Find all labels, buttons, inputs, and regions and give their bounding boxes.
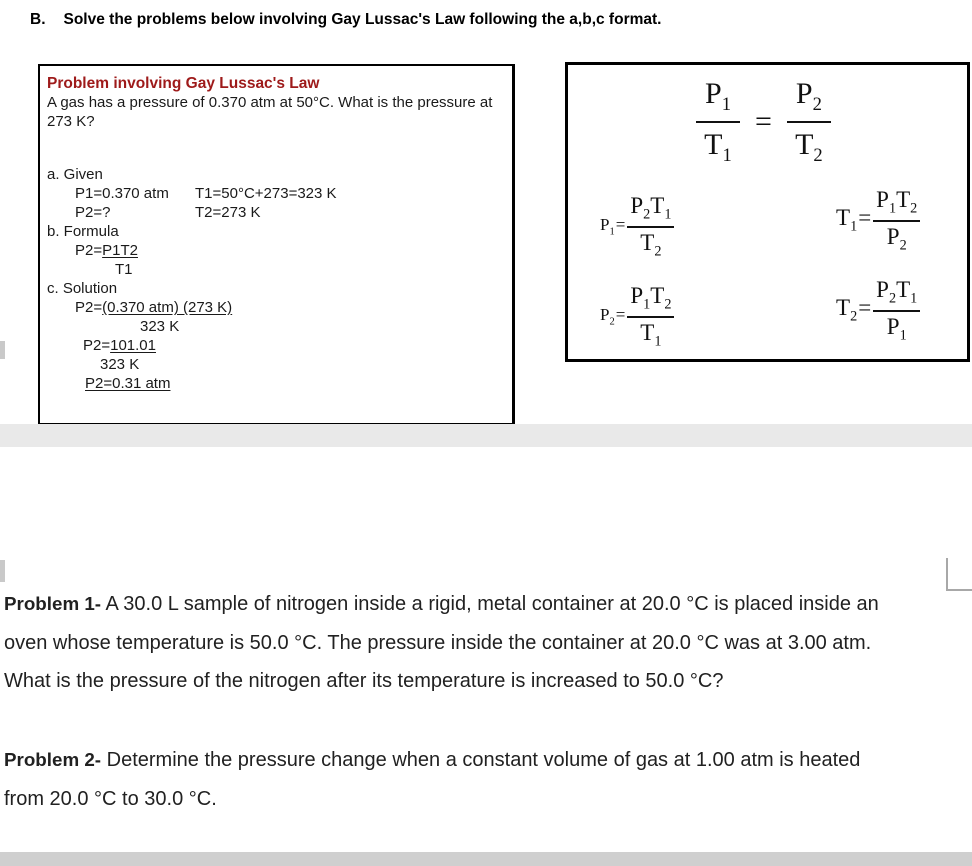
subscript: 1 <box>654 333 662 350</box>
subscript: 1 <box>721 94 731 115</box>
fraction-denominator <box>627 228 674 261</box>
denominator <box>787 123 831 167</box>
formula-lhs <box>836 295 873 326</box>
formula-lhs <box>836 205 873 236</box>
equals-sign: = <box>858 205 872 231</box>
right-fraction <box>787 77 831 167</box>
symbol: P <box>600 305 610 325</box>
problem-2-text: Determine the pressure change when a constant volume of gas at 1.00 atm is heated from 20.0 °C to 30.0 °C. <box>4 749 861 810</box>
symbol: P <box>876 187 889 212</box>
scan-artifact <box>0 341 5 359</box>
formula-lhs <box>600 305 627 327</box>
formula-line <box>75 241 504 260</box>
page-bottom-band <box>0 852 972 866</box>
formula-lhs <box>600 215 627 237</box>
problem-1-text: A 30.0 L sample of nitrogen inside a rigid, metal container at 20.0 °C is placed inside an oven whose temperature is 50.0 °C. The pressure inside the container at 20.0 °C was at 3.00 atm. What is the pressure of the nitrogen after its temperature is increased to 50.0 °C? <box>4 593 879 692</box>
equals-sign: = <box>858 295 872 321</box>
symbol: P <box>705 77 722 110</box>
problem-2 <box>4 741 900 818</box>
left-fraction <box>696 77 740 167</box>
symbol: P <box>795 77 813 110</box>
given-p2: P2=? <box>75 204 111 221</box>
symbol: P <box>886 313 900 339</box>
subscript: 2 <box>813 145 823 166</box>
numerator <box>787 77 831 123</box>
subscript: 2 <box>888 290 897 307</box>
step1-numerator: (0.370 atm) (273 K) <box>102 299 233 316</box>
problem-2-label: Problem 2- <box>4 749 102 770</box>
subscript: 2 <box>664 296 672 313</box>
step2-lhs: P2= <box>83 337 111 354</box>
subscript: 1 <box>609 226 615 238</box>
equals-sign: = <box>754 105 772 138</box>
denominator <box>696 123 740 167</box>
scan-artifact <box>0 560 5 582</box>
given-t1: T1=50°C+273=323 K <box>195 185 337 202</box>
step2-denominator: 323 K <box>100 356 140 373</box>
symbol: T <box>836 205 851 231</box>
given-label: a. Given <box>47 166 103 183</box>
solution-step-2 <box>83 336 504 355</box>
symbol: T <box>896 187 911 212</box>
fraction-numerator <box>627 283 674 318</box>
subscript: 1 <box>910 290 918 307</box>
fraction <box>873 187 920 254</box>
subscript: 2 <box>643 206 651 223</box>
fraction-denominator <box>873 222 920 255</box>
symbol: T <box>795 128 814 161</box>
section-instruction: Solve the problems below involving Gay Lussac's Law following the a,b,c format. <box>63 11 662 28</box>
fraction <box>627 283 674 350</box>
derived-formula-p2 <box>600 283 674 350</box>
symbol: T <box>650 283 665 308</box>
solution-step-1 <box>75 298 504 317</box>
given-t2: T2=273 K <box>195 204 261 221</box>
formula-denominator: T1 <box>115 261 133 278</box>
fraction <box>627 193 674 260</box>
fraction-denominator <box>873 312 920 345</box>
problem-1 <box>4 585 900 701</box>
step2-numerator: 101.01 <box>110 337 156 354</box>
subscript: 1 <box>664 206 672 223</box>
example-title: Problem involving Gay Lussac's Law <box>47 75 320 92</box>
symbol: T <box>640 319 655 345</box>
fraction-numerator <box>627 193 674 228</box>
subscript: 2 <box>910 200 918 217</box>
solution-label: c. Solution <box>47 280 118 297</box>
derived-formula-t2 <box>836 277 920 344</box>
given-row-1 <box>47 184 504 203</box>
section-letter: B. <box>30 11 46 28</box>
example-question: A gas has a pressure of 0.370 atm at 50°C. What is the pressure at 273 K? <box>47 94 493 130</box>
example-problem-box <box>38 64 515 425</box>
section-header <box>30 11 661 29</box>
derived-formula-p1 <box>600 193 674 260</box>
formula-numerator: P1T2 <box>102 242 138 259</box>
symbol: T <box>650 193 665 218</box>
symbol: P <box>600 215 610 235</box>
equals-sign: = <box>615 215 626 235</box>
given-p1: P1=0.370 atm <box>75 185 169 202</box>
symbol: T <box>896 277 911 302</box>
subscript: 2 <box>654 243 662 260</box>
derived-formula-t1 <box>836 187 920 254</box>
fraction <box>873 277 920 344</box>
given-row-2 <box>47 203 504 222</box>
equals-sign: = <box>615 305 626 325</box>
symbol: P <box>876 277 889 302</box>
subscript: 1 <box>899 327 907 344</box>
symbol: P <box>630 193 644 218</box>
main-equation <box>696 77 831 167</box>
subscript: 2 <box>850 308 858 325</box>
subscript: 1 <box>722 145 732 166</box>
symbol: P <box>886 223 900 249</box>
step1-denominator: 323 K <box>140 318 180 335</box>
symbol: P <box>630 283 644 308</box>
subscript: 1 <box>850 218 858 235</box>
page-divider-band <box>0 424 972 447</box>
symbol: T <box>640 229 655 255</box>
formula-lhs: P2= <box>75 242 103 259</box>
gay-lussac-formula-box <box>565 62 970 362</box>
solution-result: P2=0.31 atm <box>85 375 171 392</box>
subscript: 1 <box>888 200 897 217</box>
problem-1-label: Problem 1- <box>4 593 102 614</box>
step1-lhs: P2= <box>75 299 103 316</box>
fraction-numerator <box>873 277 920 312</box>
symbol: T <box>704 128 723 161</box>
fraction-numerator <box>873 187 920 222</box>
subscript: 2 <box>899 237 907 254</box>
frame-corner-artifact <box>946 558 972 591</box>
formula-label: b. Formula <box>47 223 119 240</box>
subscript: 2 <box>609 316 615 328</box>
fraction-denominator <box>627 318 674 351</box>
subscript: 2 <box>812 94 822 115</box>
symbol: T <box>836 295 851 321</box>
subscript: 1 <box>643 296 651 313</box>
numerator <box>696 77 740 123</box>
